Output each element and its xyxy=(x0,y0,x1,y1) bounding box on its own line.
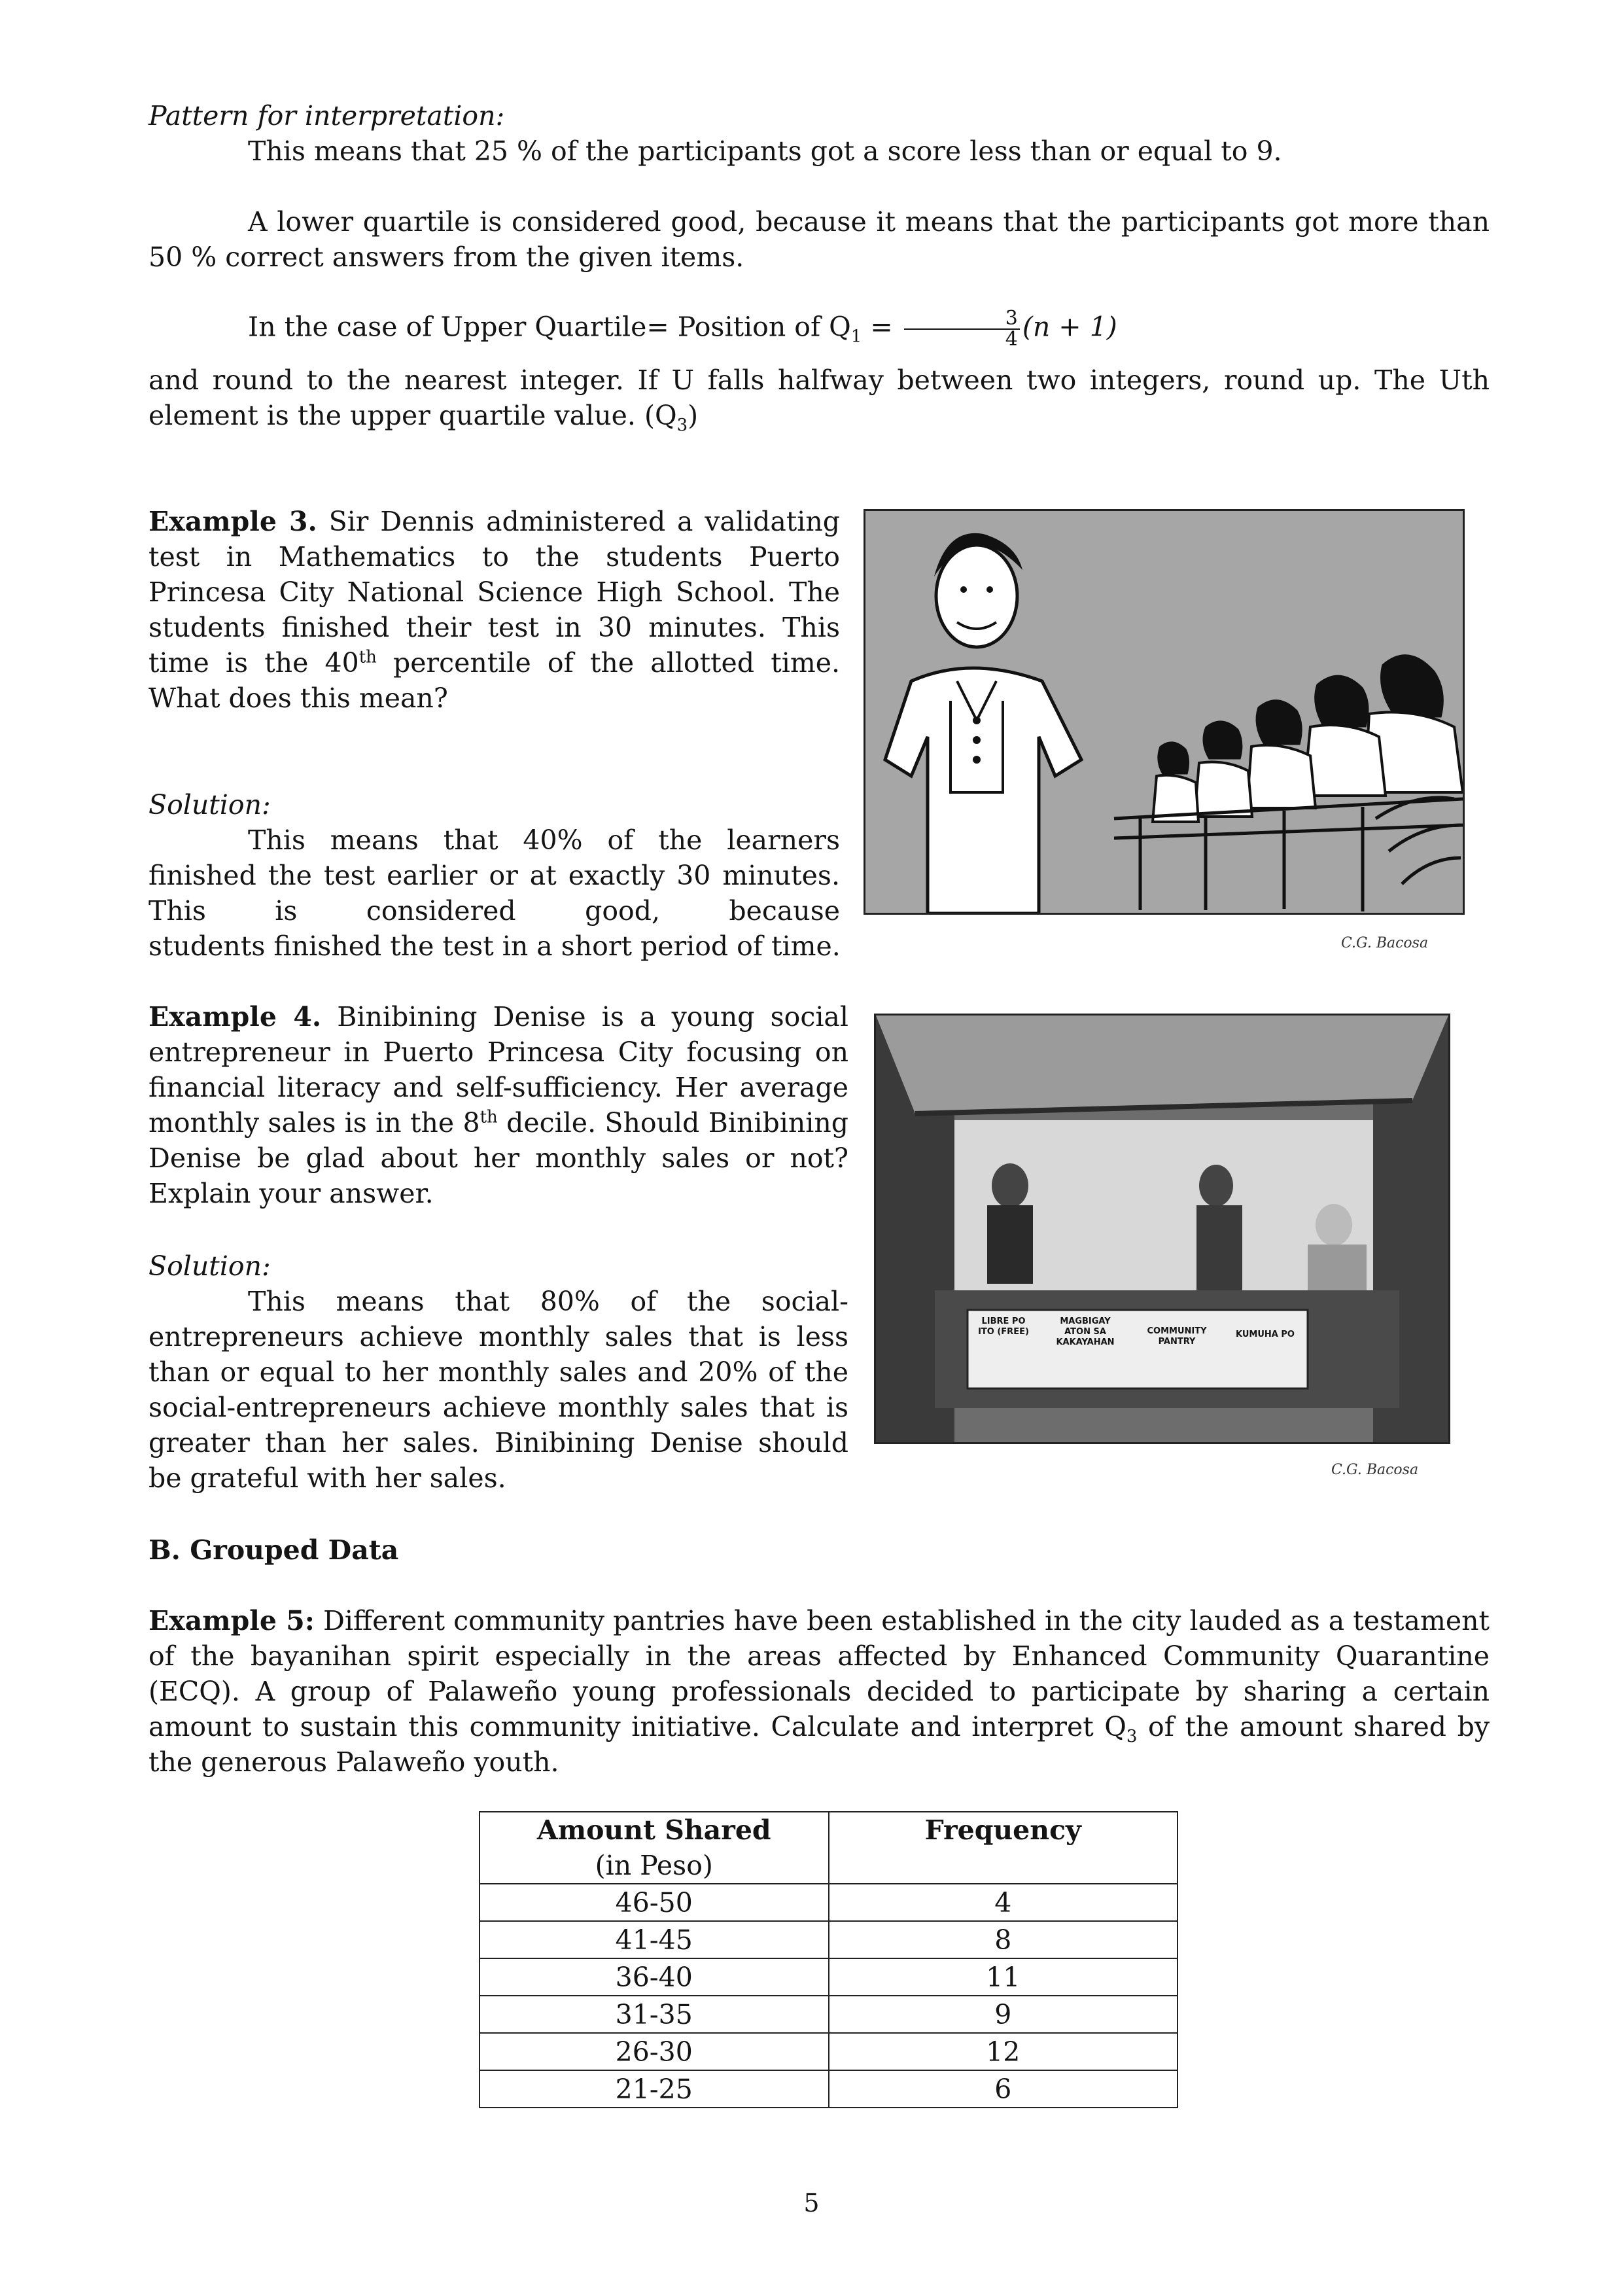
page-number: 5 xyxy=(803,2189,820,2217)
table-row: 21-25 6 xyxy=(480,2070,1178,2108)
example-4-text: Example 4. Binibining Denise is a young social entrepreneur in Puerto Princesa City focusing on financial literacy and self-sufficiency. Her average monthly sales is in the 8th decile. Should Binibining Denise be glad about her monthly sales or not? Explain your answer. xyxy=(148,1001,848,1209)
example-5-text: Example 5: Different community pantries have been established in the city lauded as a testament of the bayanihan spirit especially in the areas affected by Enhanced Community Quarantine (ECQ). A group of Palaweño young professionals decided to participate by sharing a certain amount to sustain this community initiative. Calculate and interpret $Q_3$ of the amount shared by the generous Palaweño youth. xyxy=(148,1605,1490,1778)
table-row: 41-45 8 xyxy=(480,1921,1178,1958)
col-amount-header: Amount Shared (in Peso) xyxy=(480,1812,829,1884)
pantry-sign-magbigay: MAGBIGAY ATON SA KAKAYAHAN xyxy=(1056,1316,1115,1347)
pantry-sign-free: LIBRE PO ITO (FREE) xyxy=(978,1316,1029,1337)
interp-heading: Pattern for interpretation: xyxy=(148,100,505,132)
community-pantry-drawing xyxy=(876,1016,1448,1442)
interp-paragraph: A lower quartile is considered good, because it means that the participants got more than 50 % correct answers from the given items. xyxy=(148,206,1490,273)
interp-line: This means that 25 % of the participants got a score less than or equal to 9. xyxy=(248,135,1282,167)
example-4-solution: This means that 80% of the social-entrepreneurs achieve monthly sales that is less than or equal to her monthly sales and 20% of the social-entrepreneurs achieve monthly sales that is greater than her sales. Binibining Denise should be grateful with her sales. xyxy=(148,1286,848,1494)
example-4-solution-heading: Solution: xyxy=(148,1250,271,1282)
table-row: 36-40 11 xyxy=(480,1958,1178,1996)
fraction-three-quarters: $\frac{3}{4}$ xyxy=(904,309,1020,349)
community-pantry-photo xyxy=(874,1014,1450,1444)
pantry-sign-community: COMMUNITY PANTRY xyxy=(1147,1326,1207,1347)
teacher-drawing xyxy=(865,511,1463,913)
example-3-illustration-credit: C.G. Bacosa xyxy=(1341,935,1429,951)
example-3-solution: This means that 40% of the learners finished the test earlier or at exactly 30 minutes. This is considered good, because xyxy=(148,824,840,927)
table-row: 31-35 9 xyxy=(480,1996,1178,2033)
grouped-data-heading: B. Grouped Data xyxy=(148,1534,399,1566)
table-row: 46-50 4 xyxy=(480,1884,1178,1921)
example-3-solution-last: students finished the test in a short period of time. xyxy=(148,930,841,962)
table-row: 26-30 12 xyxy=(480,2033,1178,2070)
example-3-solution-heading: Solution: xyxy=(148,789,271,821)
upper-quartile-rule: and round to the nearest integer. If U falls halfway between two integers, round up. The Uth element is the upper quartile value. $(Q_3)$ xyxy=(148,364,1490,436)
frequency-table xyxy=(479,1811,1178,2108)
teacher-classroom-illustration xyxy=(864,509,1465,915)
pantry-sign-kumuha: KUMUHA PO xyxy=(1236,1330,1295,1339)
upper-quartile-formula: In the case of Upper Quartile= Position of $Q_1$ = $\frac{3}{4}$ (n + 1) xyxy=(248,307,1117,351)
col-frequency-header: Frequency xyxy=(829,1812,1178,1884)
example-3-text: Example 3. Sir Dennis administered a validating test in Mathematics to the students Puerto Princesa City National Science High School. The students finished their test in 30 minutes. This time is the 40th percentile of the allotted time. What does this mean? xyxy=(148,506,840,714)
example-4-photo-credit: C.G. Bacosa xyxy=(1331,1462,1419,1478)
